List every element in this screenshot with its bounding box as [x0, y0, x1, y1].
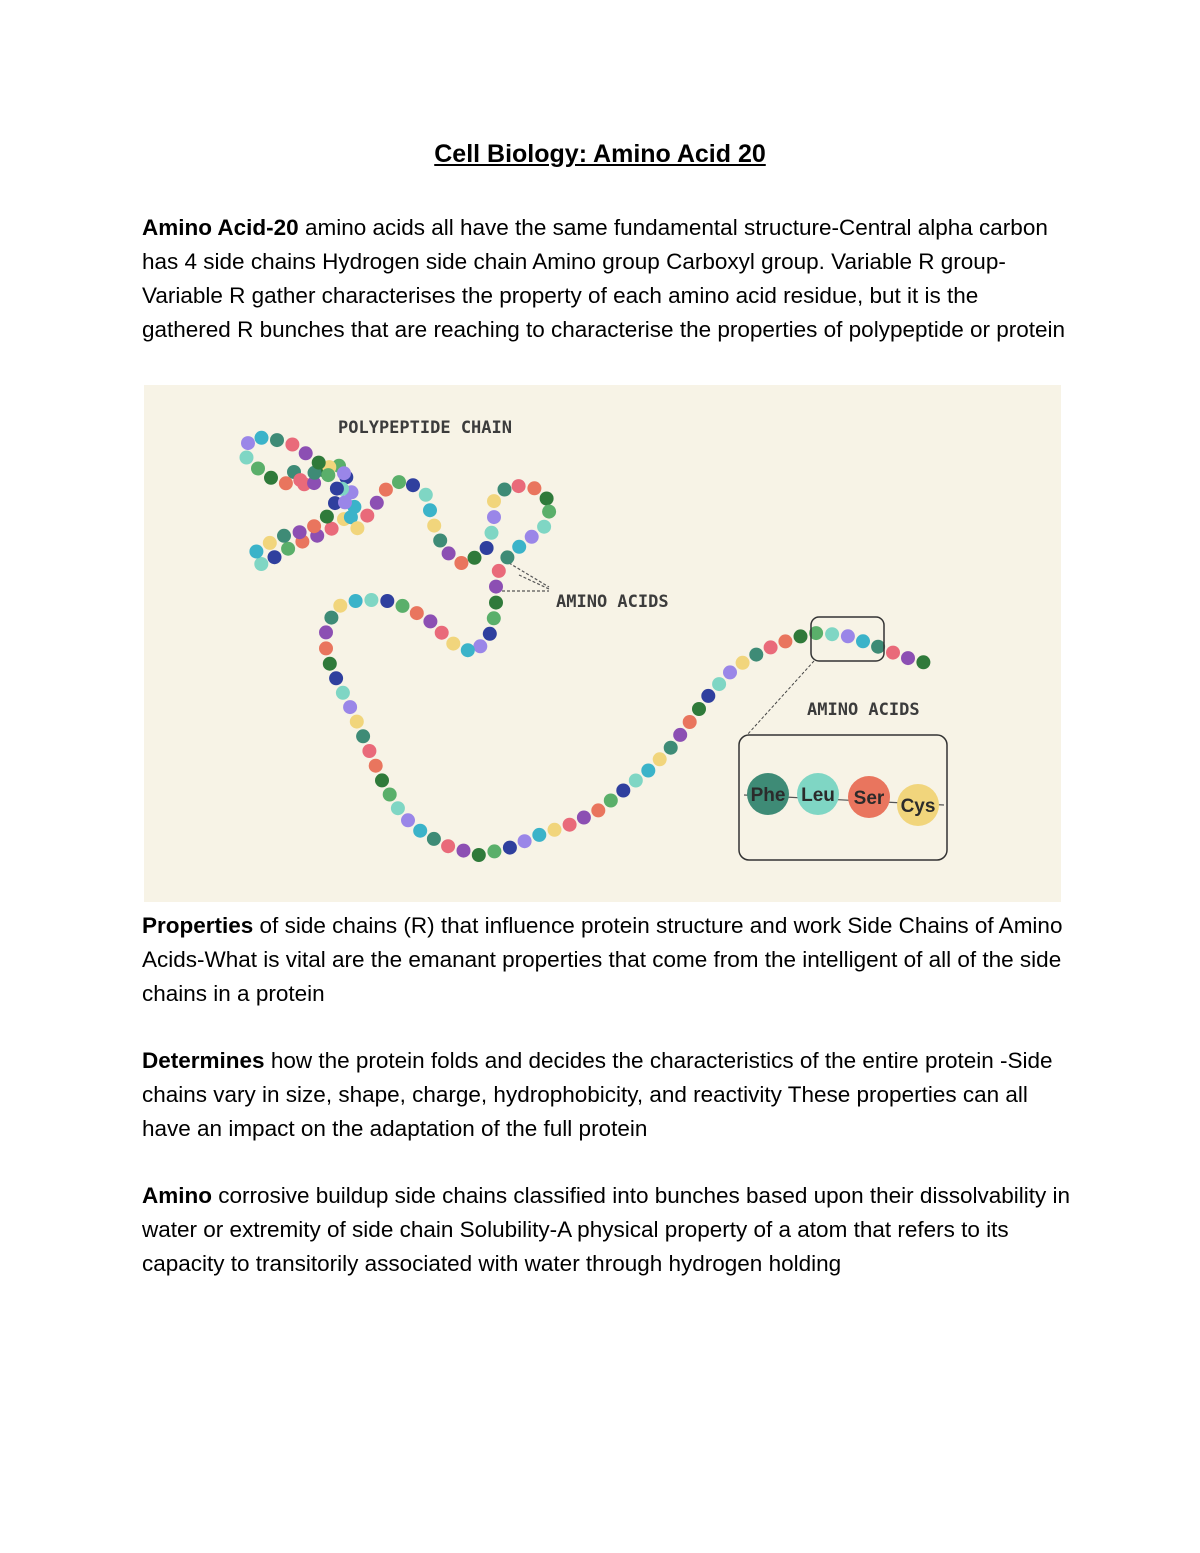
amino-acid-bead: [503, 841, 517, 855]
amino-acid-bead: [653, 752, 667, 766]
amino-acid-bead: [325, 522, 339, 536]
amino-acid-bead: [423, 614, 437, 628]
amino-acid-bead: [279, 476, 293, 490]
amino-acids-label-inset: AMINO ACIDS: [807, 700, 920, 720]
amino-acid-bead: [916, 655, 930, 669]
amino-acid-bead: [629, 774, 643, 788]
amino-acid-bead: [396, 599, 410, 613]
paragraph-determines: [142, 1044, 1072, 1146]
amino-acid-bead: [441, 839, 455, 853]
amino-acid-bead: [525, 530, 539, 544]
amino-acid-bead: [527, 481, 541, 495]
amino-acid-bead: [542, 505, 556, 519]
paragraph-text: of side chains (R) that influence protein structure and work Side Chains of Amino Acids-What is vital are the emanant properties that come from the intelligent of all of the side chains in a protein: [142, 913, 1063, 1006]
paragraph-amino: [142, 1179, 1072, 1281]
amino-acid-bead: [548, 823, 562, 837]
amino-acid-bead: [350, 521, 364, 535]
amino-acid-bead: [241, 436, 255, 450]
polypeptide-chain-figure: [144, 385, 1061, 902]
amino-acid-bead: [487, 844, 501, 858]
amino-acid-bead: [489, 580, 503, 594]
amino-acid-bead: [423, 503, 437, 517]
amino-acid-bead: [270, 433, 284, 447]
amino-acid-bead: [324, 611, 338, 625]
amino-acid-bead: [492, 564, 506, 578]
amino-acid-bead: [338, 495, 352, 509]
polypeptide-diagram: [144, 385, 1061, 902]
amino-acid-bead: [518, 834, 532, 848]
amino-acid-bead: [764, 640, 778, 654]
paragraph-text: corrosive buildup side chains classified into bunches based upon their dissolvability in water or extremity of side chain Solubility-A physical property of a atom that refers to its capacity to transitorily associated with water through hydrogen holding: [142, 1183, 1070, 1276]
amino-acid-bead: [641, 764, 655, 778]
amino-acid-bead: [413, 824, 427, 838]
amino-acid-bead: [736, 656, 750, 670]
amino-acid-bead: [537, 520, 551, 534]
amino-acid-bead: [498, 483, 512, 497]
amino-acid-bead: [485, 526, 499, 540]
amino-acid-bead: [299, 446, 313, 460]
amino-acid-bead: [364, 593, 378, 607]
paragraph-text: amino acids all have the same fundamental structure-Central alpha carbon has 4 side chains Hydrogen side chain Amino group Carboxyl group. Variable R group-Variable R gather characterises the property of each amino acid residue, but it is the gathered R bunches that are reaching to characterise the properties of polypeptide or protein: [142, 215, 1066, 342]
amino-acid-bead: [664, 741, 678, 755]
amino-acid-bead: [254, 557, 268, 571]
amino-acid-bead: [343, 700, 357, 714]
amino-acid-bead: [673, 728, 687, 742]
amino-acid-bead: [370, 496, 384, 510]
amino-acid-cys-label: Cys: [900, 796, 936, 817]
amino-acid-bead: [616, 784, 630, 798]
amino-acid-bead: [723, 665, 737, 679]
amino-acid-bead: [532, 828, 546, 842]
amino-acids-label-top: AMINO ACIDS: [556, 592, 669, 612]
amino-acid-bead: [577, 811, 591, 825]
amino-acid-bead: [329, 671, 343, 685]
amino-acid-bead: [591, 803, 605, 817]
amino-acid-bead: [330, 482, 344, 496]
amino-acid-bead: [487, 494, 501, 508]
paragraph-lead: Properties: [142, 913, 254, 938]
amino-acid-bead: [483, 627, 497, 641]
amino-acid-bead: [293, 473, 307, 487]
amino-acid-bead: [362, 744, 376, 758]
amino-acid-bead: [264, 471, 278, 485]
amino-acid-phe-label: Phe: [750, 785, 786, 806]
amino-acid-bead: [392, 475, 406, 489]
amino-acid-bead: [263, 536, 277, 550]
amino-acid-bead: [825, 627, 839, 641]
amino-acid-bead: [701, 689, 715, 703]
amino-acid-bead: [886, 646, 900, 660]
amino-acid-bead: [293, 525, 307, 539]
paragraph-lead: Amino: [142, 1183, 212, 1208]
amino-acid-bead: [778, 634, 792, 648]
amino-acid-bead: [336, 686, 350, 700]
amino-acid-bead: [337, 466, 351, 480]
paragraph-lead: Determines: [142, 1048, 265, 1073]
amino-acid-bead: [871, 640, 885, 654]
amino-acid-bead: [473, 639, 487, 653]
amino-acid-bead: [321, 468, 335, 482]
amino-acid-bead: [419, 488, 433, 502]
amino-acid-bead: [391, 801, 405, 815]
amino-acid-bead: [312, 456, 326, 470]
amino-acid-bead: [380, 594, 394, 608]
paragraph-properties: [142, 909, 1072, 1011]
amino-acid-bead: [277, 529, 291, 543]
amino-acid-bead: [901, 651, 915, 665]
amino-acid-bead: [692, 702, 706, 716]
amino-acid-bead: [320, 510, 334, 524]
paragraph-amino-acid-20: [142, 211, 1072, 347]
amino-acid-bead: [461, 643, 475, 657]
amino-acid-bead: [319, 625, 333, 639]
amino-acid-bead: [487, 510, 501, 524]
amino-acid-bead: [563, 818, 577, 832]
amino-acid-bead: [487, 611, 501, 625]
amino-acid-bead: [468, 551, 482, 565]
amino-acid-bead: [457, 844, 471, 858]
amino-acid-bead: [446, 637, 460, 651]
amino-acid-bead: [369, 759, 383, 773]
amino-acid-bead: [406, 478, 420, 492]
amino-acid-bead: [356, 729, 370, 743]
amino-acid-bead: [251, 462, 265, 476]
amino-acid-bead: [794, 629, 808, 643]
amino-acid-bead: [333, 599, 347, 613]
paragraph-text: how the protein folds and decides the characteristics of the entire protein -Side chains vary in size, shape, charge, hydrophobicity, and reactivity These properties can all have an impact on the adaptation of the full protein: [142, 1048, 1053, 1141]
amino-acid-bead: [323, 657, 337, 671]
amino-acid-bead: [500, 550, 514, 564]
amino-acid-bead: [604, 794, 618, 808]
amino-acid-bead: [268, 550, 282, 564]
amino-acid-bead: [240, 451, 254, 465]
amino-acid-bead: [435, 626, 449, 640]
amino-acid-bead: [489, 596, 503, 610]
amino-acid-bead: [319, 641, 333, 655]
amino-acid-bead: [433, 534, 447, 548]
amino-acid-bead: [383, 788, 397, 802]
amino-acid-bead: [375, 773, 389, 787]
amino-acid-bead: [472, 848, 486, 862]
amino-acid-bead: [249, 545, 263, 559]
amino-acid-bead: [856, 634, 870, 648]
amino-acid-bead: [512, 540, 526, 554]
amino-acid-bead: [512, 479, 526, 493]
amino-acid-bead: [401, 813, 415, 827]
paragraph-lead: Amino Acid-20: [142, 215, 299, 240]
amino-acid-bead: [841, 629, 855, 643]
amino-acid-bead: [683, 715, 697, 729]
amino-acid-bead: [749, 648, 763, 662]
amino-acid-bead: [360, 509, 374, 523]
polypeptide-chain-label: POLYPEPTIDE CHAIN: [338, 418, 512, 438]
amino-acid-bead: [442, 546, 456, 560]
amino-acid-bead: [281, 542, 295, 556]
amino-acid-bead: [255, 431, 269, 445]
amino-acid-bead: [427, 832, 441, 846]
page-title: Cell Biology: Amino Acid 20: [434, 140, 766, 168]
amino-acid-bead: [454, 556, 468, 570]
amino-acid-bead: [285, 438, 299, 452]
amino-acid-bead: [480, 541, 494, 555]
amino-acid-bead: [307, 519, 321, 533]
amino-acid-bead: [712, 677, 726, 691]
amino-acid-bead: [427, 519, 441, 533]
amino-acid-bead: [379, 483, 393, 497]
amino-acid-bead: [349, 594, 363, 608]
amino-acid-bead: [350, 715, 364, 729]
amino-acid-bead: [540, 492, 554, 506]
amino-acid-ser-label: Ser: [853, 788, 885, 809]
amino-acid-leu-label: Leu: [801, 785, 835, 806]
amino-acid-bead: [410, 606, 424, 620]
